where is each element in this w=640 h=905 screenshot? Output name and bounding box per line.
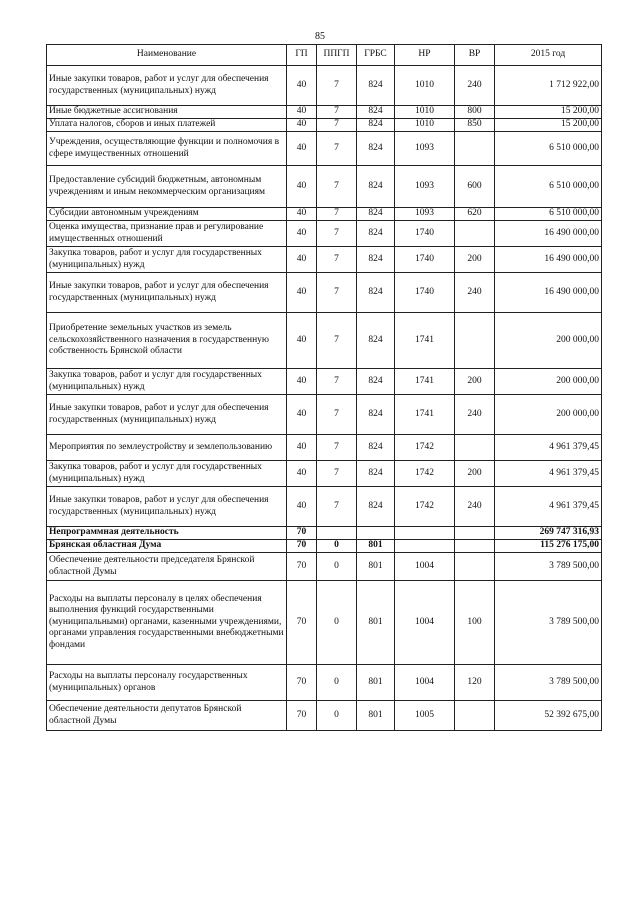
table-row [47,527,602,540]
table-row [47,435,602,461]
table-row [47,540,602,553]
cell-grbs: 824 [357,487,395,527]
cell-vr [455,527,495,540]
header-grbs: ГРБС [357,45,395,66]
table-row [47,247,602,273]
cell-nr: 1093 [395,166,455,208]
cell-name: Иные бюджетные ассигнования [47,106,287,119]
cell-amount: 115 276 175,00 [495,540,602,553]
cell-amount: 15 200,00 [495,119,602,132]
cell-name: Иные закупки товаров, работ и услуг для обеспечения государственных (муниципальных) нужд [47,66,287,106]
cell-amount: 4 961 379,45 [495,487,602,527]
table-body [47,66,602,731]
cell-vr: 240 [455,395,495,435]
cell-nr: 1740 [395,247,455,273]
cell-vr: 100 [455,581,495,665]
cell-nr: 1010 [395,119,455,132]
cell-ppgp: 0 [317,665,357,701]
cell-vr [455,435,495,461]
cell-gp: 40 [287,132,317,166]
cell-name: Иные закупки товаров, работ и услуг для обеспечения государственных (муниципальных) нужд [47,395,287,435]
cell-gp: 40 [287,66,317,106]
cell-ppgp: 7 [317,369,357,395]
cell-grbs: 824 [357,313,395,369]
cell-amount: 6 510 000,00 [495,166,602,208]
table-row [47,553,602,581]
cell-ppgp: 0 [317,553,357,581]
cell-ppgp: 0 [317,701,357,731]
header-name: Наименование [47,45,287,66]
cell-ppgp: 7 [317,247,357,273]
cell-vr: 240 [455,66,495,106]
cell-name: Оценка имущества, признание прав и регулирование имущественных отношений [47,221,287,247]
cell-grbs: 824 [357,435,395,461]
cell-grbs: 824 [357,119,395,132]
cell-nr: 1740 [395,273,455,313]
cell-gp: 70 [287,581,317,665]
cell-amount: 16 490 000,00 [495,247,602,273]
cell-vr: 600 [455,166,495,208]
cell-nr: 1740 [395,221,455,247]
cell-name: Приобретение земельных участков из земель сельскохозяйственного назначения в государственную собственность Брянской области [47,313,287,369]
cell-grbs: 824 [357,208,395,221]
table-row [47,581,602,665]
cell-amount: 4 961 379,45 [495,461,602,487]
cell-gp: 70 [287,527,317,540]
cell-name: Иные закупки товаров, работ и услуг для обеспечения государственных (муниципальных) нужд [47,273,287,313]
cell-ppgp [317,527,357,540]
cell-name: Мероприятия по землеустройству и землепользованию [47,435,287,461]
header-year: 2015 год [495,45,602,66]
cell-vr: 240 [455,273,495,313]
table-row [47,395,602,435]
cell-vr [455,540,495,553]
cell-ppgp: 7 [317,461,357,487]
cell-ppgp: 0 [317,540,357,553]
cell-ppgp: 7 [317,487,357,527]
page-number: 85 [315,31,325,42]
table-row [47,106,602,119]
cell-name: Обеспечение деятельности депутатов Брянской областной Думы [47,701,287,731]
cell-ppgp: 7 [317,221,357,247]
cell-name: Субсидии автономным учреждениям [47,208,287,221]
cell-grbs: 824 [357,132,395,166]
cell-nr: 1004 [395,553,455,581]
table-row [47,132,602,166]
cell-gp: 40 [287,395,317,435]
cell-gp: 40 [287,435,317,461]
cell-nr [395,540,455,553]
cell-nr: 1741 [395,395,455,435]
header-gp: ГП [287,45,317,66]
cell-ppgp: 7 [317,106,357,119]
cell-amount: 200 000,00 [495,313,602,369]
cell-grbs: 801 [357,701,395,731]
table-header-row [47,45,602,66]
cell-grbs: 824 [357,369,395,395]
cell-vr: 200 [455,247,495,273]
cell-gp: 70 [287,553,317,581]
cell-grbs: 801 [357,540,395,553]
table-row [47,119,602,132]
cell-nr: 1742 [395,435,455,461]
cell-grbs: 824 [357,66,395,106]
cell-vr: 120 [455,665,495,701]
cell-name: Расходы на выплаты персоналу государственных (муниципальных) органов [47,665,287,701]
cell-gp: 40 [287,221,317,247]
cell-gp: 40 [287,166,317,208]
cell-name: Уплата налогов, сборов и иных платежей [47,119,287,132]
cell-vr [455,132,495,166]
cell-grbs [357,527,395,540]
cell-grbs: 824 [357,221,395,247]
budget-table [46,44,602,731]
cell-gp: 40 [287,487,317,527]
cell-vr: 200 [455,369,495,395]
cell-nr: 1005 [395,701,455,731]
cell-gp: 40 [287,208,317,221]
cell-nr: 1742 [395,461,455,487]
cell-ppgp: 7 [317,119,357,132]
cell-gp: 40 [287,106,317,119]
cell-grbs: 801 [357,553,395,581]
table-row [47,166,602,208]
cell-grbs: 824 [357,166,395,208]
table-row [47,461,602,487]
cell-name: Учреждения, осуществляющие функции и полномочия в сфере имущественных отношений [47,132,287,166]
cell-nr: 1093 [395,208,455,221]
cell-nr: 1741 [395,313,455,369]
cell-amount: 3 789 500,00 [495,581,602,665]
cell-name: Иные закупки товаров, работ и услуг для обеспечения государственных (муниципальных) нужд [47,487,287,527]
cell-nr: 1093 [395,132,455,166]
cell-vr: 620 [455,208,495,221]
cell-gp: 40 [287,119,317,132]
cell-amount: 6 510 000,00 [495,132,602,166]
cell-nr: 1010 [395,66,455,106]
cell-vr [455,221,495,247]
cell-nr: 1741 [395,369,455,395]
cell-vr [455,701,495,731]
table-row [47,221,602,247]
cell-amount: 4 961 379,45 [495,435,602,461]
cell-name: Закупка товаров, работ и услуг для государственных (муниципальных) нужд [47,461,287,487]
cell-nr: 1004 [395,665,455,701]
cell-amount: 6 510 000,00 [495,208,602,221]
header-vr: ВР [455,45,495,66]
table-row [47,369,602,395]
cell-amount: 15 200,00 [495,106,602,119]
cell-ppgp: 7 [317,166,357,208]
table-row [47,273,602,313]
cell-name: Закупка товаров, работ и услуг для государственных (муниципальных) нужд [47,247,287,273]
cell-name: Закупка товаров, работ и услуг для государственных (муниципальных) нужд [47,369,287,395]
cell-grbs: 801 [357,665,395,701]
cell-ppgp: 7 [317,395,357,435]
cell-grbs: 801 [357,581,395,665]
cell-nr: 1004 [395,581,455,665]
cell-gp: 70 [287,665,317,701]
cell-nr [395,527,455,540]
table-row [47,487,602,527]
cell-amount: 1 712 922,00 [495,66,602,106]
cell-grbs: 824 [357,247,395,273]
cell-gp: 70 [287,540,317,553]
cell-vr: 200 [455,461,495,487]
table-row [47,665,602,701]
cell-nr: 1742 [395,487,455,527]
cell-vr: 240 [455,487,495,527]
cell-ppgp: 7 [317,208,357,221]
table-row [47,66,602,106]
cell-gp: 40 [287,461,317,487]
cell-name: Брянская областная Дума [47,540,287,553]
cell-name: Расходы на выплаты персоналу в целях обеспечения выполнения функций государственными (муниципальными) органами, казенными учреждениями, органами управления государственными внебюджетными фондами [47,581,287,665]
cell-ppgp: 7 [317,66,357,106]
cell-gp: 40 [287,369,317,395]
cell-vr [455,553,495,581]
cell-grbs: 824 [357,395,395,435]
cell-ppgp: 7 [317,273,357,313]
cell-gp: 70 [287,701,317,731]
cell-amount: 52 392 675,00 [495,701,602,731]
table-row [47,208,602,221]
cell-name: Обеспечение деятельности председателя Брянской областной Думы [47,553,287,581]
cell-name: Непрограммная деятельность [47,527,287,540]
cell-vr [455,313,495,369]
header-ppgp: ППГП [317,45,357,66]
cell-grbs: 824 [357,273,395,313]
cell-vr: 850 [455,119,495,132]
table-row [47,313,602,369]
cell-gp: 40 [287,313,317,369]
cell-amount: 3 789 500,00 [495,665,602,701]
cell-amount: 269 747 316,93 [495,527,602,540]
cell-ppgp: 0 [317,581,357,665]
cell-name: Предоставление субсидий бюджетным, автономным учреждениям и иным некоммерческим организациям [47,166,287,208]
table-row [47,701,602,731]
cell-ppgp: 7 [317,435,357,461]
cell-vr: 800 [455,106,495,119]
header-nr: НР [395,45,455,66]
cell-amount: 3 789 500,00 [495,553,602,581]
cell-nr: 1010 [395,106,455,119]
cell-amount: 200 000,00 [495,395,602,435]
cell-amount: 16 490 000,00 [495,273,602,313]
cell-grbs: 824 [357,106,395,119]
cell-ppgp: 7 [317,313,357,369]
cell-amount: 16 490 000,00 [495,221,602,247]
cell-grbs: 824 [357,461,395,487]
cell-amount: 200 000,00 [495,369,602,395]
cell-gp: 40 [287,273,317,313]
cell-ppgp: 7 [317,132,357,166]
cell-gp: 40 [287,247,317,273]
